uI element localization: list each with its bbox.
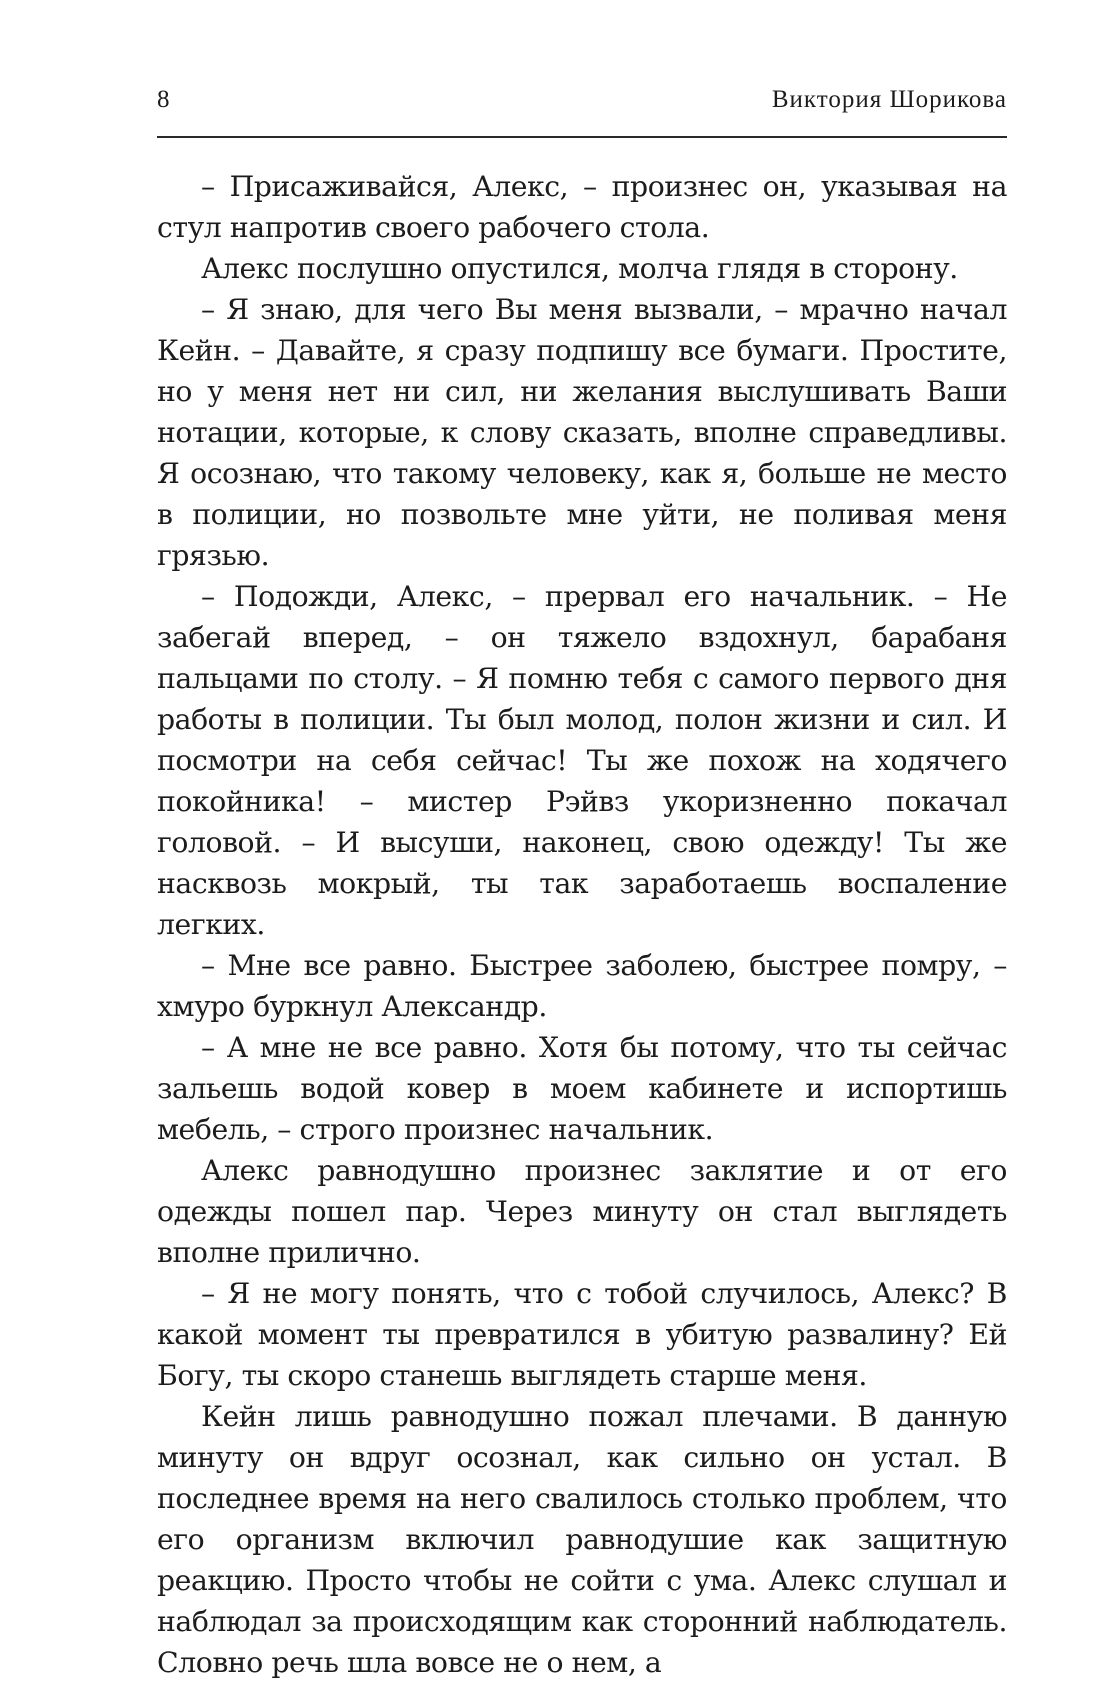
header-rule bbox=[157, 136, 1007, 138]
author-name: Виктория Шорикова bbox=[771, 86, 1007, 113]
page-number: 8 bbox=[157, 86, 171, 113]
paragraph: – Присаживайся, Алекс, – произнес он, указывая на стул напротив своего рабочего стола. bbox=[157, 170, 1007, 244]
paragraph: – Я не могу понять, что с тобой случилось, Алекс? В какой момент ты превратился в убитую развалину? Ей Богу, ты скоро станешь выглядеть старше меня. bbox=[157, 1277, 1007, 1392]
paragraph: – А мне не все равно. Хотя бы потому, что ты сейчас зальешь водой ковер в моем кабинете и испортишь мебель, – строго произнес начальник. bbox=[157, 1031, 1007, 1146]
paragraph: Кейн лишь равнодушно пожал плечами. В данную минуту он вдруг осознал, как сильно он устал. В последнее время на него свалилось столько проблем, что его организм включил равнодушие как защитную реакцию. Просто чтобы не сойти с ума. Алекс слушал и наблюдал за происходящим как сторонний наблюдатель. Словно речь шла вовсе не о нем, а bbox=[157, 1400, 1007, 1679]
paragraph: Алекс равнодушно произнес заклятие и от его одежды пошел пар. Через минуту он стал выглядеть вполне прилично. bbox=[157, 1154, 1007, 1269]
paragraph: – Подожди, Алекс, – прервал его начальник. – Не забегай вперед, – он тяжело вздохнул, барабаня пальцами по столу. – Я помню тебя с самого первого дня работы в полиции. Ты был молод, полон жизни и сил. И посмотри на себя сейчас! Ты же похож на ходячего покойника! – мистер Рэйвз укоризненно покачал головой. – И высуши, наконец, свою одежду! Ты же насквозь мокрый, ты так заработаешь воспаление легких. bbox=[157, 580, 1007, 941]
running-head bbox=[157, 86, 1007, 130]
body-text bbox=[157, 166, 1007, 1683]
book-page bbox=[157, 86, 1007, 1683]
paragraph: – Я знаю, для чего Вы меня вызвали, – мрачно начал Кейн. – Давайте, я сразу подпишу все бумаги. Простите, но у меня нет ни сил, ни желания выслушивать Ваши нотации, которые, к слову сказать, вполне справедливы. Я осознаю, что такому человеку, как я, больше не место в полиции, но позвольте мне уйти, не поливая меня грязью. bbox=[157, 293, 1007, 572]
paragraph: – Мне все равно. Быстрее заболею, быстрее помру, – хмуро буркнул Александр. bbox=[157, 949, 1007, 1023]
paragraph: Алекс послушно опустился, молча глядя в сторону. bbox=[201, 252, 958, 285]
